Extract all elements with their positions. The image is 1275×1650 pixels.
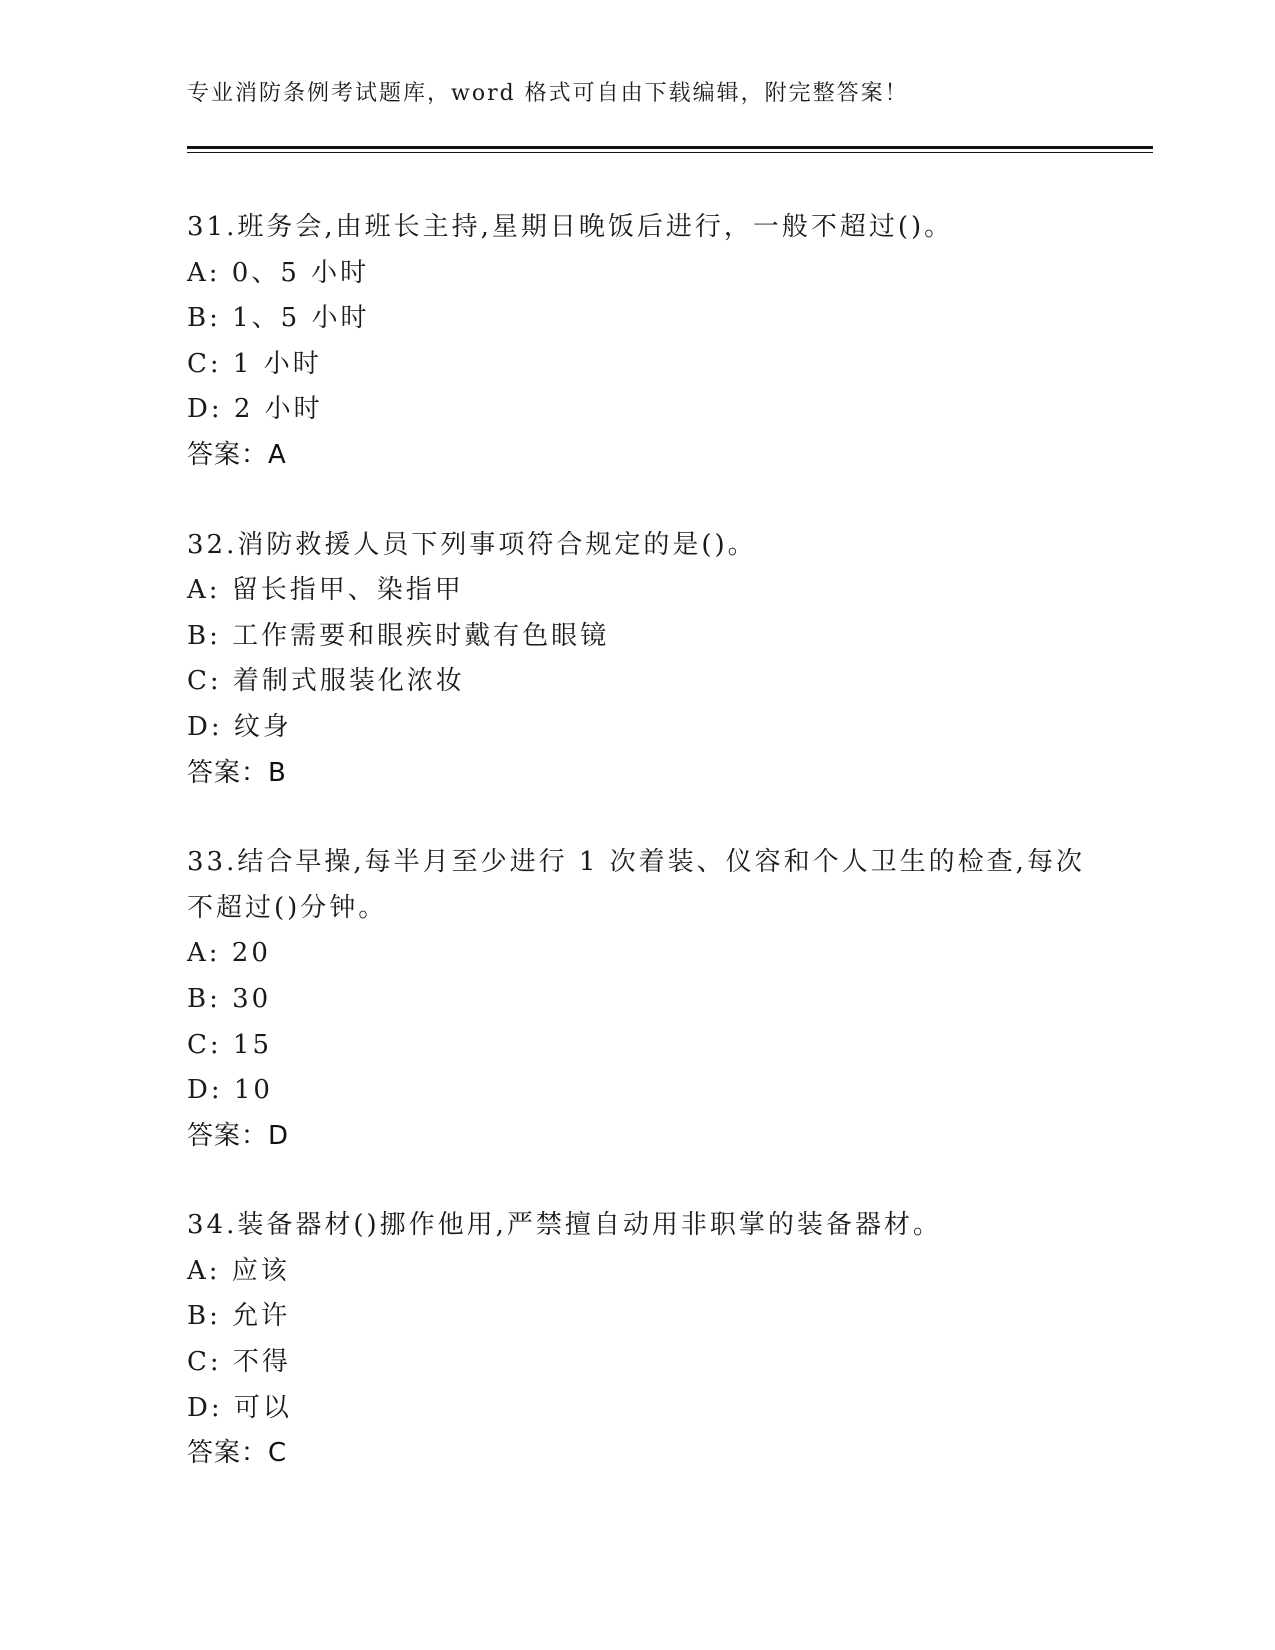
option-c: C: 15: [187, 1029, 273, 1060]
option-c: C: 1 小时: [187, 348, 322, 379]
question-stem: 33.结合早操,每半月至少进行 1 次着装、仪容和个人卫生的检查,每次: [187, 847, 1085, 878]
question-31: [187, 205, 1087, 479]
question-stem: 34.装备器材()挪作他用,严禁擅自动用非职掌的装备器材。: [187, 1210, 942, 1241]
option-b: B: 30: [187, 983, 272, 1014]
option-d: D: 10: [187, 1075, 273, 1106]
answer-line: 答案：C: [187, 1438, 288, 1469]
question-33: [187, 840, 1087, 1159]
option-a: A: 0、5 小时: [187, 257, 370, 288]
question-32: [187, 523, 1087, 797]
answer-line: 答案：D: [187, 1120, 290, 1151]
option-b: B: 允许: [187, 1301, 291, 1332]
question-stem: 32.消防救援人员下列事项符合规定的是()。: [187, 529, 757, 560]
option-a: A: 应该: [187, 1255, 290, 1286]
page-header: 专业消防条例考试题库，word 格式可自由下载编辑，附完整答案！: [187, 81, 909, 106]
question-34: [187, 1203, 1087, 1477]
option-a: A: 20: [187, 938, 271, 969]
header-divider-thick: [187, 146, 1153, 149]
answer-line: 答案：B: [187, 757, 287, 788]
question-list: [187, 205, 1087, 1521]
option-d: D: 2 小时: [187, 394, 323, 425]
option-d: D: 可以: [187, 1392, 292, 1423]
answer-line: 答案：A: [187, 439, 287, 470]
option-b: B: 1、5 小时: [187, 303, 370, 334]
option-c: C: 着制式服装化浓妆: [187, 666, 465, 697]
question-stem-continued: 不超过()分钟。: [187, 892, 388, 923]
option-c: C: 不得: [187, 1347, 291, 1378]
question-stem: 31.班务会,由班长主持,星期日晚饭后进行，一般不超过()。: [187, 212, 954, 242]
header-divider-thin: [187, 152, 1153, 153]
option-a: A: 留长指甲、染指甲: [187, 575, 464, 606]
option-d: D: 纹身: [187, 711, 292, 742]
option-b: B: 工作需要和眼疾时戴有色眼镜: [187, 620, 610, 651]
